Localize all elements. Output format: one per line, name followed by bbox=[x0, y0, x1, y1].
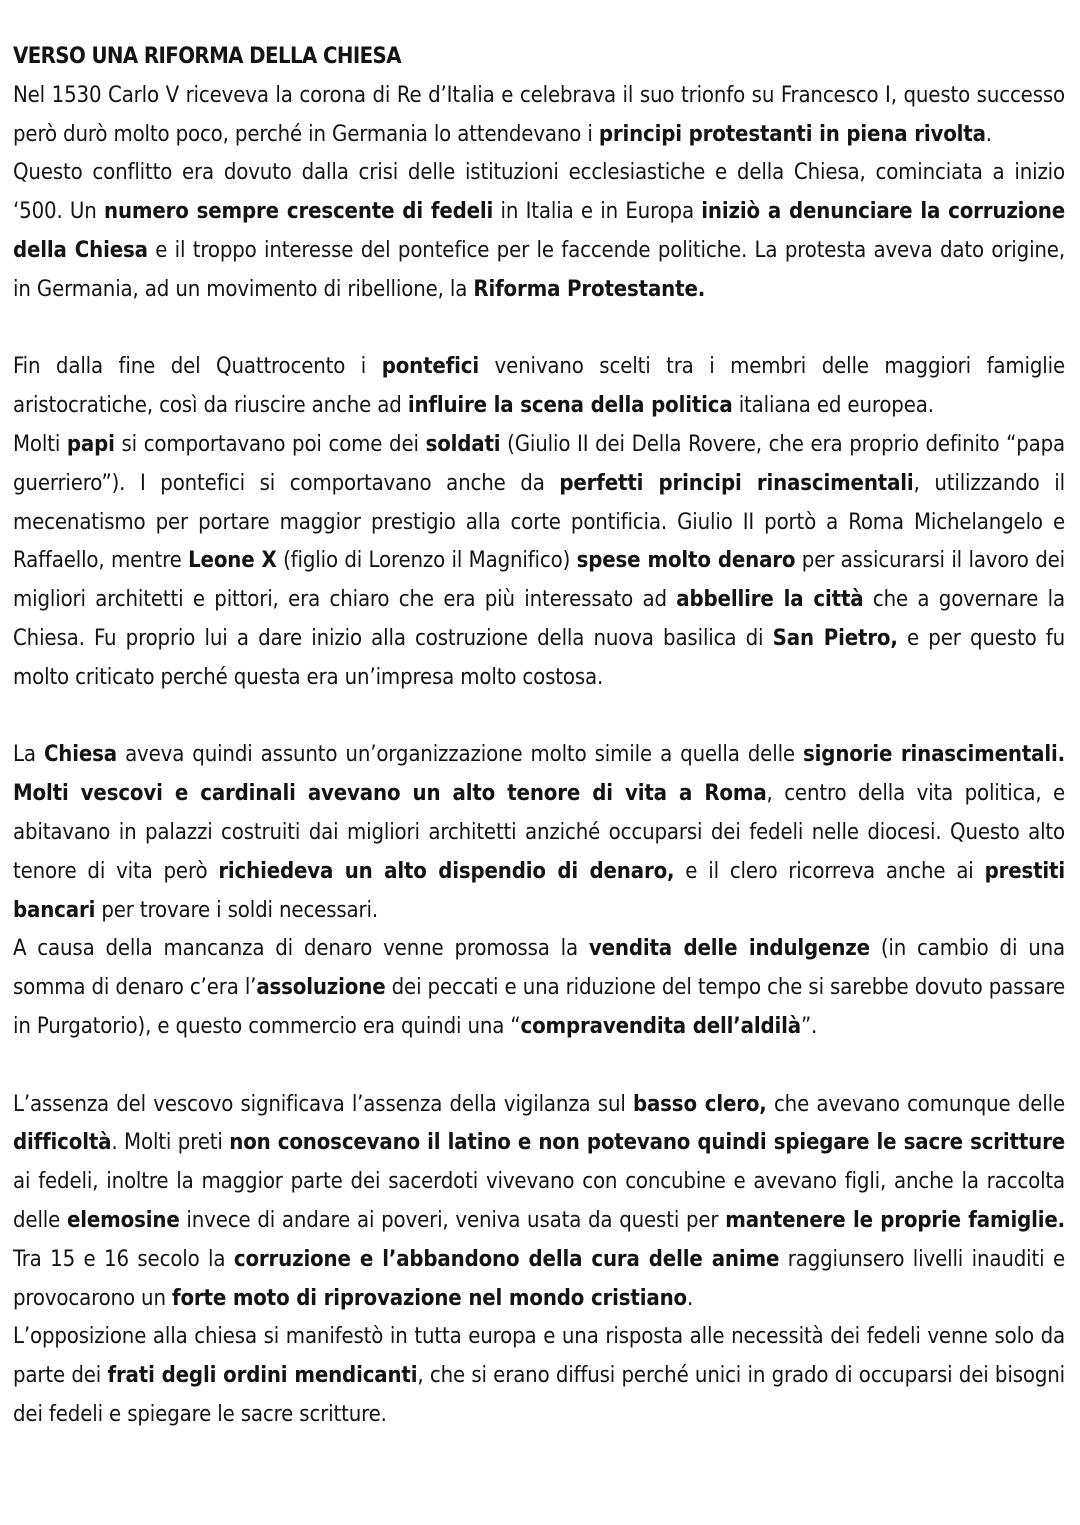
text-run: A causa della mancanza di denaro venne promossa la bbox=[13, 936, 589, 962]
bold-text: iniziò a denunciare la corruzione della Chiesa bbox=[13, 199, 1065, 263]
text-run: (in cambio di una somma di denaro c’era l’ bbox=[13, 936, 1065, 1001]
paragraph-gap bbox=[13, 698, 1065, 737]
text-run: e per questo fu molto criticato perché questa era un’impresa molto costosa. bbox=[13, 625, 1066, 690]
paragraph bbox=[13, 348, 1065, 426]
bold-text: pontefici bbox=[381, 354, 479, 380]
text-run: che a governare la Chiesa. Fu proprio lui a dare inizio alla costruzione della nuova basilica di bbox=[13, 587, 1066, 651]
bold-text: compravendita dell’aldilà bbox=[520, 1013, 801, 1039]
text-run: (figlio di Lorenzo il Magnifico) bbox=[276, 548, 577, 574]
paragraph bbox=[13, 930, 1065, 1046]
text-run: , che si erano diffusi perché unici in grado di occuparsi dei bisogni dei fedeli e spiegare le sacre scritture. bbox=[13, 1363, 1065, 1427]
paragraph bbox=[13, 736, 1065, 930]
text-run: venivano scelti tra i membri delle maggiori famiglie aristocratiche, così da riuscire anche ad bbox=[13, 354, 1065, 419]
text-run: . bbox=[985, 121, 992, 147]
bold-text: soldati bbox=[425, 431, 501, 457]
text-run: L’assenza del vescovo significava l’assenza della vigilanza sul bbox=[13, 1091, 633, 1117]
text-run: raggiunsero livelli inauditi e provocarono un bbox=[13, 1246, 1065, 1311]
bold-text: Chiesa bbox=[43, 742, 117, 768]
text-run: ai fedeli, inoltre la maggior parte dei sacerdoti vivevano con concubine e avevano figli, anche la raccolta delle bbox=[13, 1169, 1065, 1233]
bold-text: non conoscevano il latino e non potevano quindi spiegare le sacre scritture bbox=[229, 1130, 1065, 1156]
text-run: , utilizzando il mecenatismo per portare maggior prestigio alla corte pontificia. Giulio II portò a Roma Michelangelo e Raffaello, mentre bbox=[13, 470, 1065, 574]
bold-text: assoluzione bbox=[256, 975, 386, 1001]
text-run: . bbox=[686, 1285, 694, 1311]
text-run: e il troppo interesse del pontefice per le faccende politiche. La protesta aveva dato origine, in Germania, ad un movimento di ribellione, la bbox=[13, 237, 1065, 302]
document-title: VERSO UNA RIFORMA DELLA CHIESA bbox=[13, 44, 401, 69]
bold-text: richiedeva un alto dispendio di denaro, bbox=[218, 858, 675, 884]
text-run: per trovare i soldi necessari. bbox=[95, 897, 378, 923]
text-run: La bbox=[13, 742, 44, 768]
text-run: . Molti preti bbox=[111, 1130, 230, 1156]
text-run: Tra 15 e 16 secolo la bbox=[13, 1246, 234, 1272]
text-run: dei peccati e una riduzione del tempo che si sarebbe dovuto passare in Purgatorio), e questo commercio era quindi una “ bbox=[13, 975, 1065, 1039]
document-page bbox=[13, 38, 1065, 1435]
text-run: e il clero ricorreva anche ai bbox=[674, 858, 985, 884]
bold-text: mantenere le proprie famiglie. bbox=[725, 1207, 1065, 1233]
bold-text: abbellire la città bbox=[676, 587, 864, 613]
bold-text: Riforma Protestante. bbox=[473, 276, 706, 302]
bold-text: vendita delle indulgenze bbox=[588, 936, 870, 962]
bold-text: prestiti bancari bbox=[13, 858, 1065, 923]
bold-text: difficoltà bbox=[13, 1130, 112, 1156]
bold-text: basso clero, bbox=[632, 1091, 767, 1117]
text-run: per assicurarsi il lavoro dei migliori architetti e pittori, era chiaro che era più interessato ad bbox=[13, 548, 1066, 613]
text-run: Questo conflitto era dovuto dalla crisi delle istituzioni ecclesiastiche e della Chiesa, cominciata a inizio ‘500. Un bbox=[13, 160, 1065, 225]
text-run: , centro della vita politica, e abitavano in palazzi costruiti dai migliori architetti anziché occuparsi dei fedeli nelle diocesi. Questo alto tenore di vita però bbox=[13, 781, 1065, 884]
bold-text: elemosine bbox=[67, 1207, 180, 1233]
bold-text: forte moto di riprovazione nel mondo cristiano bbox=[171, 1285, 687, 1311]
paragraph-gap bbox=[13, 1047, 1065, 1086]
bold-text: influire la scena della politica bbox=[407, 393, 733, 419]
bold-text: perfetti principi rinascimentali bbox=[559, 470, 914, 496]
text-run: aveva quindi assunto un’organizzazione molto simile a quella delle bbox=[117, 742, 804, 768]
text-run: ”. bbox=[800, 1013, 818, 1039]
text-run: Molti bbox=[13, 431, 67, 457]
text-run: Fin dalla fine del Quattrocento i bbox=[13, 354, 382, 380]
bold-text: principi protestanti in piena rivolta bbox=[598, 121, 986, 147]
bold-text: spese molto denaro bbox=[576, 548, 796, 574]
bold-text: San Pietro, bbox=[772, 625, 898, 651]
bold-text: numero sempre crescente di fedeli bbox=[104, 199, 494, 225]
bold-text: corruzione e l’abbandono della cura delle anime bbox=[233, 1246, 780, 1272]
text-run: (Giulio II dei Della Rovere, che era proprio definito “papa guerriero”). I pontefici si comportavano anche da bbox=[13, 431, 1066, 496]
text-run: L’opposizione alla chiesa si manifestò in tutta europa e una risposta alle necessità dei fedeli venne solo da parte dei bbox=[13, 1324, 1065, 1389]
text-run: invece di andare ai poveri, veniva usata da questi per bbox=[179, 1207, 726, 1233]
paragraph bbox=[13, 154, 1065, 309]
bold-text: frati degli ordini mendicanti bbox=[107, 1363, 418, 1389]
text-run: italiana ed europea. bbox=[732, 393, 934, 419]
bold-text: Leone X bbox=[188, 548, 277, 574]
bold-text: papi bbox=[66, 431, 115, 457]
paragraph bbox=[13, 1086, 1065, 1319]
paragraph-gap bbox=[13, 310, 1065, 349]
text-run: Nel 1530 Carlo V riceveva la corona di Re d’Italia e celebrava il suo trionfo su Francesco I, questo successo però durò molto poco, perché in Germania lo attendevano i bbox=[13, 82, 1065, 147]
text-run: in Italia e in Europa bbox=[493, 199, 702, 225]
text-run: che avevano comunque delle bbox=[766, 1091, 1065, 1117]
document-body bbox=[13, 77, 1065, 1435]
paragraph bbox=[13, 77, 1065, 155]
bold-text: signorie rinascimentali. Molti vescovi e cardinali avevano un alto tenore di vita a Roma bbox=[13, 742, 1065, 807]
paragraph bbox=[13, 426, 1065, 698]
paragraph bbox=[13, 1318, 1065, 1434]
text-run: si comportavano poi come dei bbox=[114, 431, 426, 457]
